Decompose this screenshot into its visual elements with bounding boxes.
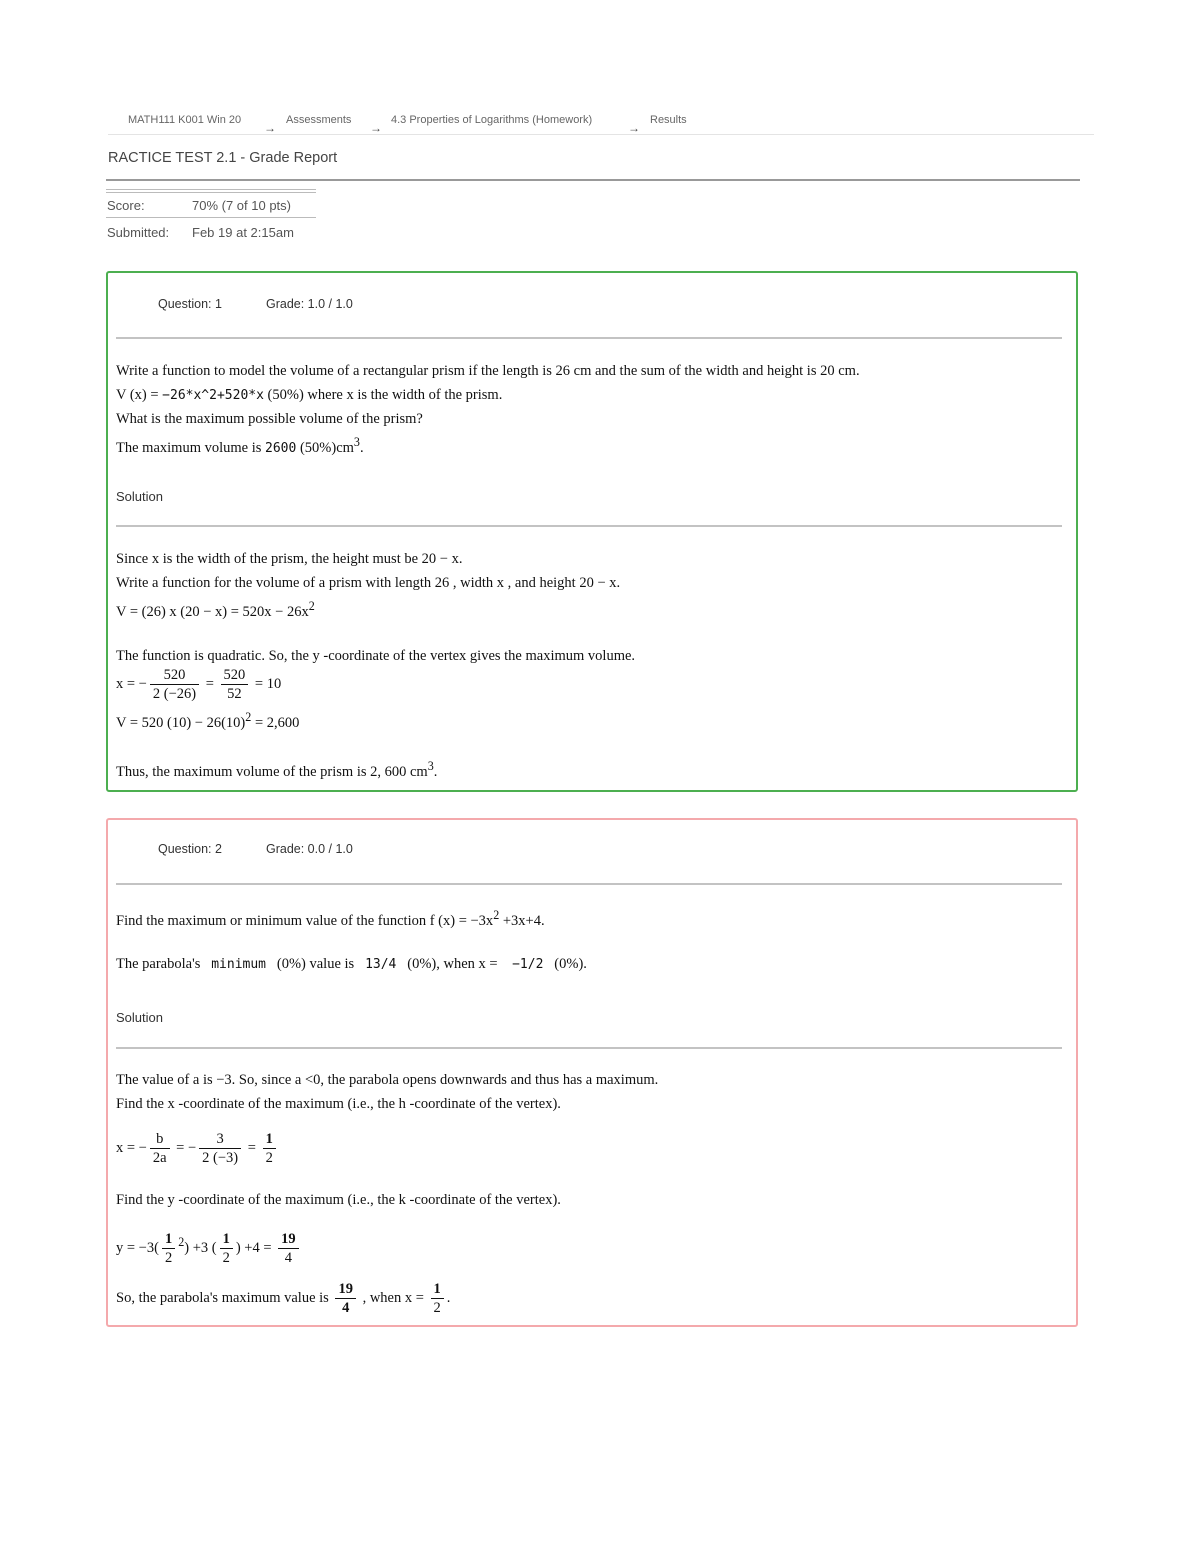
divider (106, 217, 316, 218)
answer-line: The maximum volume is 2600 $(50\%)cm^3$. (116, 435, 364, 456)
solution-equation: y = −3( $\frac{1}{2}$ $^2$) +3 ( $\frac{1}{2}$ ) +4 = $\frac{19}{4}$ (116, 1230, 302, 1267)
answer-line: V (x) = −26*x^2+520*x (50%) where x is the width of the prism. (116, 387, 503, 403)
student-answer: −26*x^2+520*x (162, 388, 264, 403)
question-grade: Grade: 1.0 / 1.0 (266, 297, 353, 311)
submitted-label: Submitted: (107, 225, 170, 240)
divider (116, 525, 1062, 527)
divider (106, 192, 316, 193)
question-1-card (106, 271, 1078, 792)
breadcrumb (108, 112, 1094, 135)
solution-equation: x = − $\frac{520}{2 (-26)}$ = $\frac{520}{52}$ = 10 (116, 667, 282, 702)
page-title: RACTICE TEST 2.1 - Grade Report (108, 150, 338, 166)
student-answer: 13/4 (365, 957, 397, 972)
question-text: What is the maximum possible volume of the prism? (116, 411, 423, 427)
question-text: Write a function to model the volume of a rectangular prism if the length is 26 cm and the sum of the width and height is 20 cm. (116, 363, 860, 379)
solution-text: Find the x -coordinate of the maximum (i.e., the h -coordinate of the vertex). (116, 1096, 561, 1112)
solution-text: Since x is the width of the prism, the height must be 20 − x. (116, 551, 463, 567)
arrow-right-icon: → (628, 121, 640, 135)
student-answer: −1/2 (512, 957, 544, 972)
breadcrumb-results[interactable]: Results (650, 114, 687, 126)
solution-text: The function is quadratic. So, the y -coordinate of the vertex gives the maximum volume. (116, 648, 636, 664)
breadcrumb-homework[interactable]: 4.3 Properties of Logarithms (Homework) (391, 114, 593, 126)
solution-label: Solution (116, 1010, 163, 1025)
solution-text: Find the y -coordinate of the maximum (i.e., the k -coordinate of the vertex). (116, 1192, 561, 1208)
answer-line: The parabola's minimum (0%) value is 13/4 (0%), when x = −1/2 (0%). (116, 956, 587, 972)
breadcrumb-assessments[interactable]: Assessments (286, 114, 352, 126)
solution-text: Write a function for the volume of a prism with length 26 , width x , and height 20 − x. (116, 575, 621, 591)
question-number: Question: 2 (158, 842, 222, 856)
submitted-value: Feb 19 at 2:15am (192, 225, 294, 240)
submitted-row (106, 225, 316, 243)
score-label: Score: (107, 198, 145, 213)
arrow-right-icon: → (264, 121, 276, 135)
title-divider (106, 179, 1080, 181)
student-answer: 2600 (265, 440, 297, 456)
question-text: Find the maximum or minimum value of the function f $(x) = -3x^2 +3x+4$. (116, 908, 545, 929)
divider (116, 1047, 1062, 1049)
question-number: Question: 1 (158, 297, 222, 311)
solution-conclusion: Thus, the maximum volume of the prism is 2, 600 $cm^3$. (116, 759, 438, 780)
question-2-card (106, 818, 1078, 1327)
divider (116, 883, 1062, 885)
score-row (106, 198, 316, 216)
solution-label: Solution (116, 489, 163, 504)
divider (116, 337, 1062, 339)
solution-equation: V = 520 $(10) - 26(10)^2 = 2,600$ (116, 710, 300, 731)
solution-equation: V = (26) x $(20 - x) = 520x - 26x^2$ (116, 599, 315, 620)
divider (106, 189, 316, 190)
score-value: 70% (7 of 10 pts) (192, 198, 291, 213)
arrow-right-icon: → (370, 121, 382, 135)
solution-text: The value of a is −3. So, since a <0, the parabola opens downwards and thus has a maximum. (116, 1072, 659, 1088)
solution-conclusion: So, the parabola's maximum value is $\frac{19}{4}$ , when x = $\frac{1}{2}$ . (116, 1281, 451, 1316)
breadcrumb-course[interactable]: MATH111 K001 Win 20 (128, 114, 242, 126)
solution-equation: x = − $\frac{b}{2a}$ = − $\frac{3}{2 (-3)}$ = $\frac{1}{2}$ (116, 1130, 279, 1167)
question-grade: Grade: 0.0 / 1.0 (266, 842, 353, 856)
student-answer: minimum (211, 957, 267, 972)
